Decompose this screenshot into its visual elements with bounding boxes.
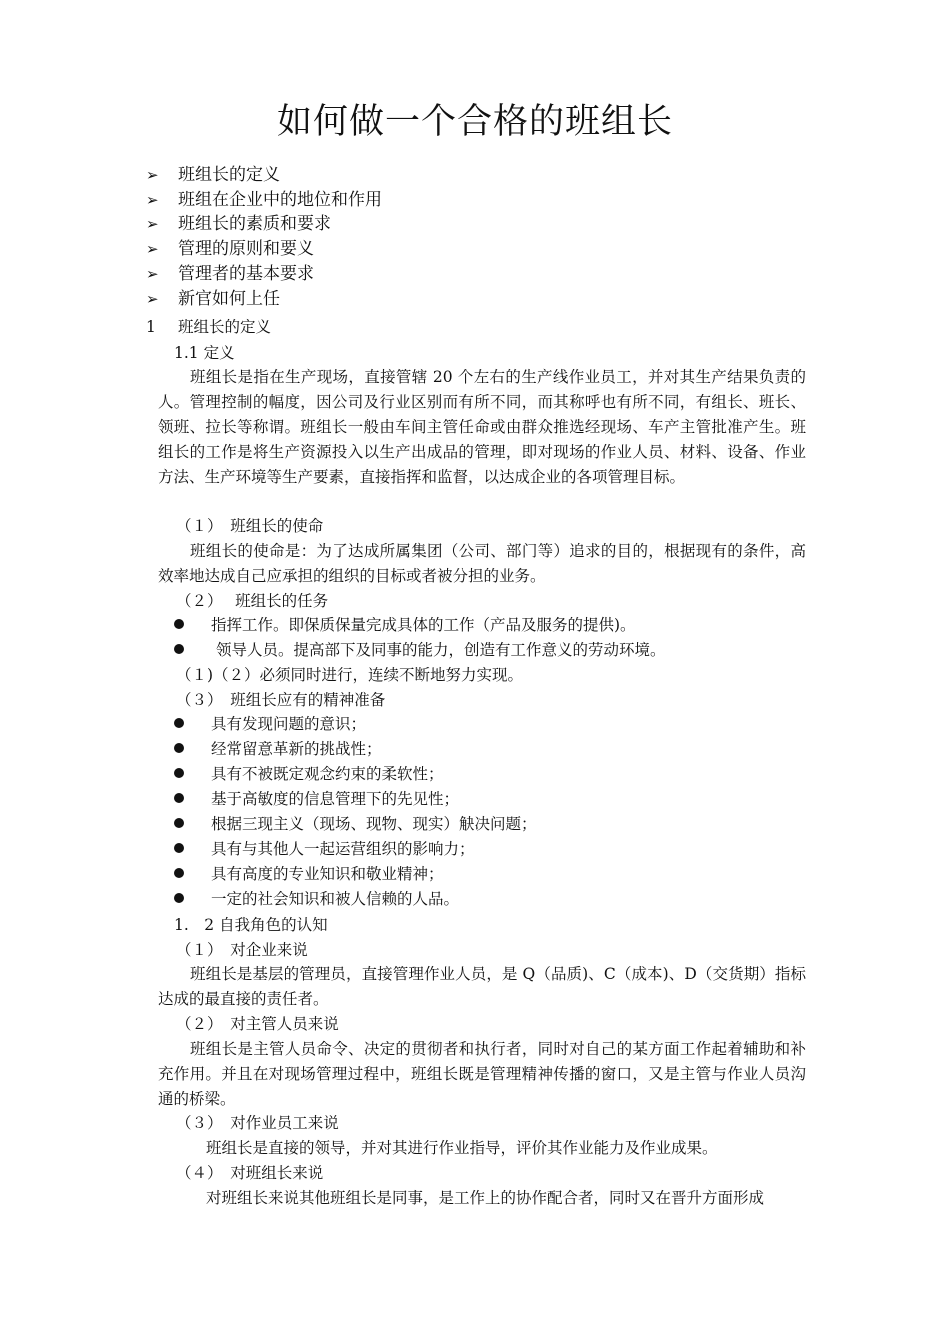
spirit-item: 具有高度的专业知识和敬业精神； — [211, 865, 444, 883]
section-title: 班组长的定义 — [178, 318, 272, 336]
role-paragraph: 班组长是主管人员命令、决定的贯彻者和执行者，同时对自己的某方面工作起着辅助和补充作用。并且在对现场管理过程中，班组长既是管理精神传播的窗口，又是主管与作业人员沟通的桥梁。 — [158, 1040, 806, 1108]
tasks-note: （１)（２）必须同时进行，连续不断地努力实现。 — [176, 666, 524, 684]
role-paragraph: 对班组长来说其他班组长是同事，是工作上的协作配合者，同时又在晋升方面形成 — [206, 1189, 765, 1207]
bullet-icon — [174, 893, 184, 903]
mission-heading: （１） 班组长的使命 — [176, 517, 324, 535]
arrow-bullet-icon: ➢ — [146, 290, 159, 308]
arrow-bullet-icon: ➢ — [146, 265, 159, 283]
spirit-item: 具有发现问题的意识； — [211, 715, 367, 733]
definition-paragraph: 班组长是指在生产现场，直接管辖 20 个左右的生产线作业员工，并对其生产结果负责的人。管理控制的幅度，因公司及行业区别而有所不同，而其称呼也有所不同，有组长、班长、领班、拉长等称谓。班组长一般由车间主管任命或由群众推选经现场、车产主管批准产生。班组长的工作是将生产资源投入以生产出成品的管理，即对现场的作业人员、材料、设备、作业方法、生产环境等生产要素，直接指挥和监督，以达成企业的各项管理目标。 — [158, 368, 806, 486]
role-paragraph: 班组长是直接的领导，并对其进行作业指导，评价其作业能力及作业成果。 — [206, 1139, 718, 1157]
toc-item: 班组长的素质和要求 — [178, 214, 331, 234]
arrow-bullet-icon: ➢ — [146, 215, 159, 233]
spirit-item: 基于高敏度的信息管理下的先见性； — [211, 790, 460, 808]
arrow-bullet-icon: ➢ — [146, 240, 159, 258]
spirit-item: 具有不被既定观念约束的柔软性； — [211, 765, 444, 783]
section-number: 1 — [146, 318, 156, 336]
task-item: 指挥工作。即保质保量完成具体的工作（产品及服务的提供)。 — [211, 616, 636, 634]
bullet-icon — [174, 743, 184, 753]
spirit-item: 一定的社会知识和被人信赖的人品。 — [211, 890, 460, 908]
bullet-icon — [174, 793, 184, 803]
arrow-bullet-icon: ➢ — [146, 166, 159, 184]
bullet-icon — [174, 644, 184, 654]
task-item: 领导人员。提高部下及同事的能力，创造有工作意义的劳动环境。 — [216, 641, 666, 659]
document-title: 如何做一个合格的班组长 — [276, 102, 673, 142]
subsection-heading: 1. 2 自我角色的认知 — [174, 916, 328, 934]
toc-item: 新官如何上任 — [178, 289, 280, 309]
spirit-heading: （３） 班组长应有的精神准备 — [176, 691, 386, 709]
role-heading: （１） 对企业来说 — [176, 941, 308, 959]
toc-item: 管理的原则和要义 — [178, 239, 314, 259]
role-paragraph: 班组长是基层的管理员，直接管理作业人员，是 Q（品质)、C（成本)、D（交货期）指标达成的最直接的责任者。 — [158, 965, 806, 1008]
toc-item: 班组在企业中的地位和作用 — [178, 190, 382, 210]
role-heading: （３） 对作业员工来说 — [176, 1114, 339, 1132]
arrow-bullet-icon: ➢ — [146, 191, 159, 209]
spirit-item: 具有与其他人一起运营组织的影响力； — [211, 840, 475, 858]
bullet-icon — [174, 818, 184, 828]
bullet-icon — [174, 768, 184, 778]
bullet-icon — [174, 718, 184, 728]
toc-item: 管理者的基本要求 — [178, 264, 314, 284]
tasks-heading: （２） 班组长的任务 — [176, 592, 329, 610]
subsection-heading: 1.1 定义 — [174, 344, 235, 362]
mission-paragraph: 班组长的使命是：为了达成所属集团（公司、部门等）追求的目的，根据现有的条件，高效率地达成自己应承担的组织的目标或者被分担的业务。 — [158, 542, 806, 585]
spirit-item: 经常留意革新的挑战性； — [211, 740, 382, 758]
role-heading: （４） 对班组长来说 — [176, 1164, 324, 1182]
bullet-icon — [174, 843, 184, 853]
toc-item: 班组长的定义 — [178, 165, 280, 185]
bullet-icon — [174, 619, 184, 629]
role-heading: （２） 对主管人员来说 — [176, 1015, 339, 1033]
bullet-icon — [174, 868, 184, 878]
spirit-item: 根据三现主义（现场、现物、现实）觖决问题； — [211, 815, 537, 833]
